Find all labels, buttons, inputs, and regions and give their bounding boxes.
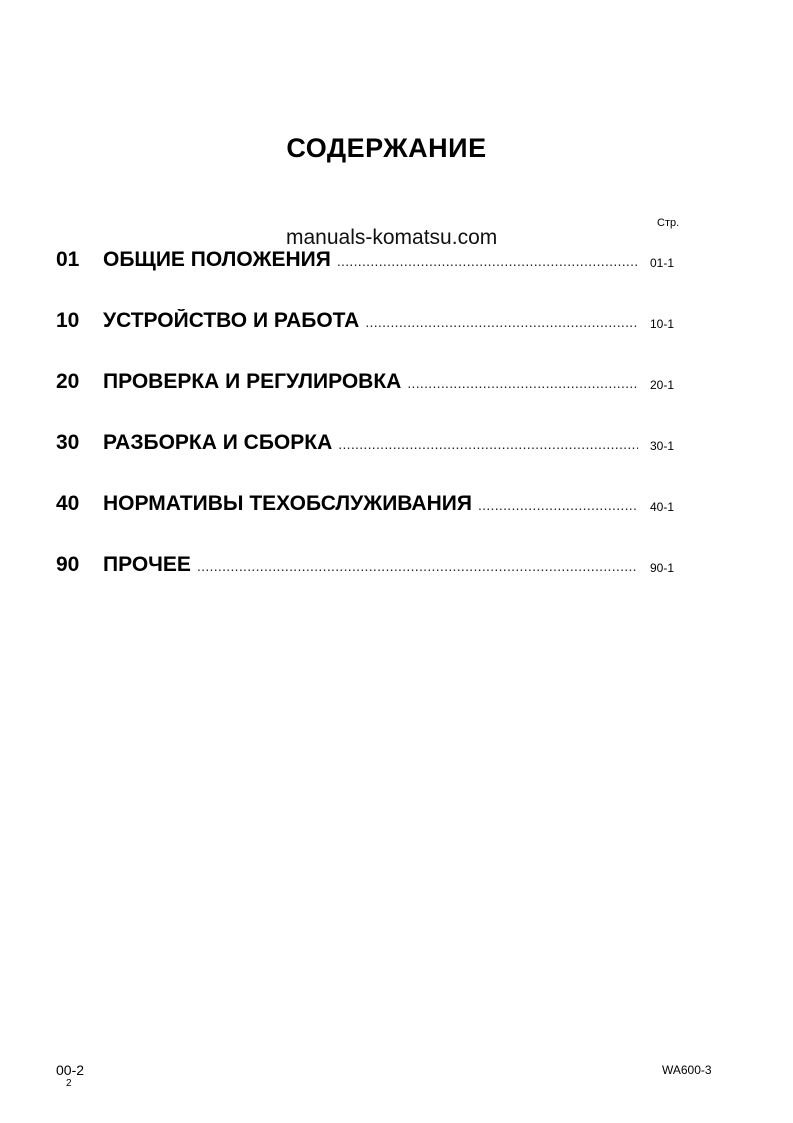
toc-section-number: 30 [56,431,80,454]
page-title: СОДЕРЖАНИЕ [286,133,487,163]
toc-dot-leader [478,497,638,513]
toc-page-ref[interactable]: 30-1 [650,439,675,453]
toc-page-ref[interactable]: 90-1 [650,561,675,575]
toc-dot-leader [407,375,638,391]
footer-model: WA600-3 [662,1063,712,1077]
toc-entry[interactable] [56,553,680,614]
page-column-label: Стр. [657,217,680,229]
toc-section-number: 20 [56,370,80,393]
toc-entry[interactable] [56,431,680,492]
toc-entry[interactable] [56,248,680,309]
toc-section-number: 90 [56,553,80,576]
footer-revision: 2 [66,1078,72,1089]
toc-page-ref[interactable]: 20-1 [650,378,675,392]
toc-page-ref[interactable]: 01-1 [650,256,675,270]
toc-section-title[interactable]: ПРОЧЕЕ [103,553,191,576]
toc-entry[interactable] [56,309,680,370]
table-of-contents [56,248,680,614]
toc-page-ref[interactable]: 10-1 [650,317,675,331]
toc-dot-leader [337,253,638,269]
toc-section-title[interactable]: НОРМАТИВЫ ТЕХОБСЛУЖИВАНИЯ [103,492,472,515]
toc-entry[interactable] [56,492,680,553]
toc-entry[interactable] [56,370,680,431]
toc-dot-leader [197,558,638,574]
toc-section-title[interactable]: РАЗБОРКА И СБОРКА [103,431,333,454]
toc-section-title[interactable]: ОБЩИЕ ПОЛОЖЕНИЯ [103,248,331,271]
toc-page-ref[interactable]: 40-1 [650,500,675,514]
toc-dot-leader [365,314,638,330]
toc-section-number: 10 [56,309,80,332]
watermark: manuals-komatsu.com [286,226,498,249]
toc-section-number: 40 [56,492,80,515]
toc-section-title[interactable]: ПРОВЕРКА И РЕГУЛИРОВКА [103,370,402,393]
toc-section-title[interactable]: УСТРОЙСТВО И РАБОТА [103,309,360,332]
toc-dot-leader [338,436,638,452]
footer-page-number: 00-2 [56,1062,85,1078]
toc-section-number: 01 [56,248,80,271]
